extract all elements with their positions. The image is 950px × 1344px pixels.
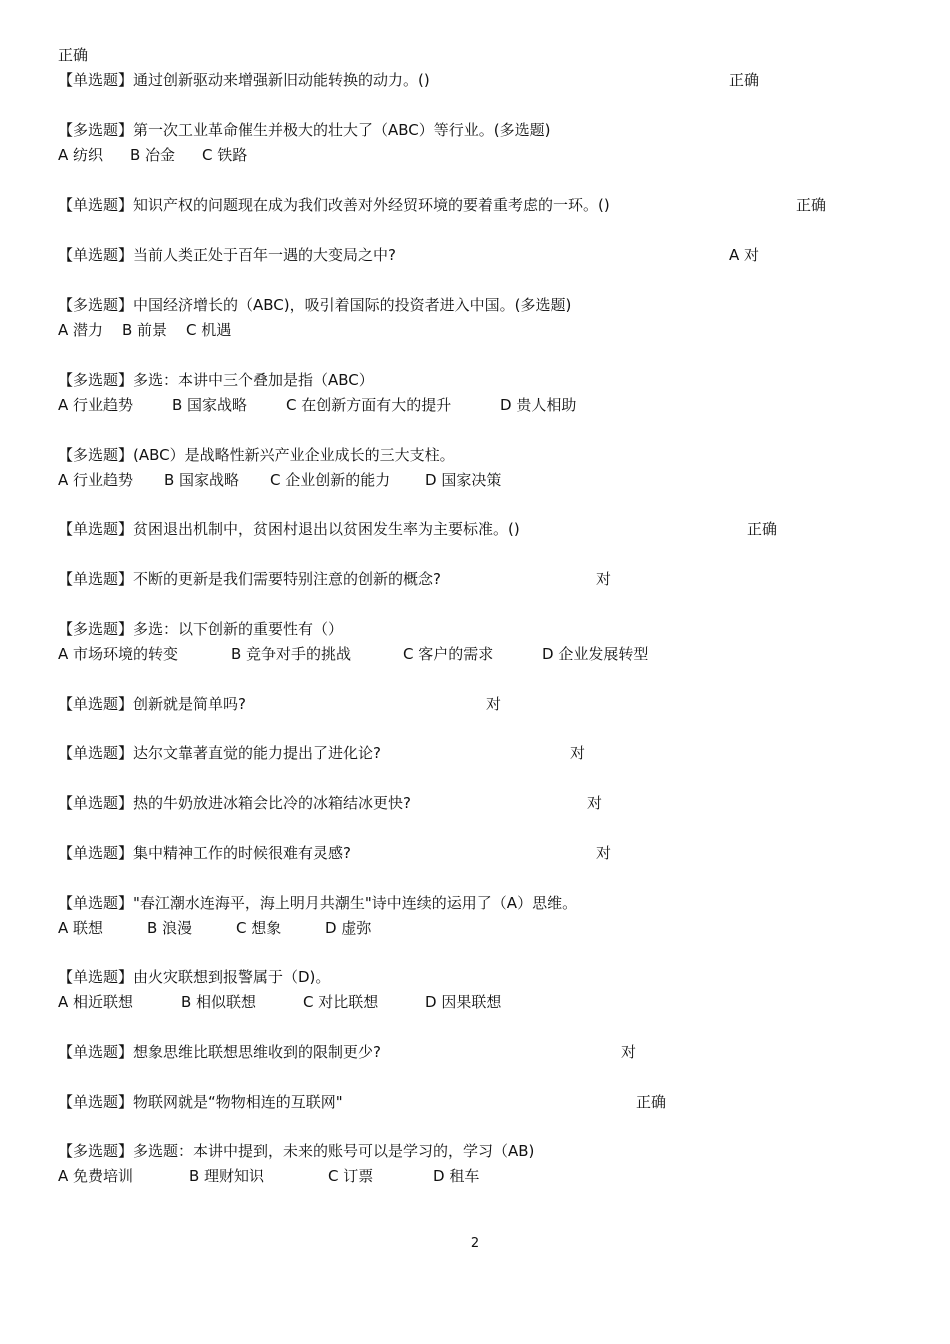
question-text: 【单选题】贫困退出机制中，贫困村退出以贫困发生率为主要标准。(): [58, 520, 520, 538]
top-answer: 正确: [58, 46, 89, 64]
question-answer: 对: [596, 844, 612, 862]
question-text: 【单选题】知识产权的问题现在成为我们改善对外经贸环境的要着重考虑的一环。(): [58, 196, 610, 214]
option: A 潜力: [58, 321, 104, 339]
option: C 对比联想: [303, 993, 379, 1011]
question-answer: 正确: [636, 1093, 667, 1111]
option: D 虚弥: [325, 919, 372, 937]
page-number: 2: [470, 1236, 480, 1251]
option: A 行业趋势: [58, 396, 134, 414]
question-text: 【单选题】达尔文靠著直觉的能力提出了进化论?: [58, 744, 381, 762]
question-text: 【单选题】想象思维比联想思维收到的限制更少?: [58, 1043, 381, 1061]
option: C 企业创新的能力: [270, 471, 391, 489]
question-answer: 对: [587, 794, 603, 812]
option: B 国家战略: [164, 471, 240, 489]
option: C 客户的需求: [403, 645, 494, 663]
option: B 国家战略: [172, 396, 248, 414]
option: B 理财知识: [189, 1167, 265, 1185]
option: B 浪漫: [147, 919, 193, 937]
question-text: 【单选题】通过创新驱动来增强新旧动能转换的动力。(): [58, 71, 430, 89]
question-text: 【单选题】当前人类正处于百年一遇的大变局之中?: [58, 246, 396, 264]
question-text: 【单选题】集中精神工作的时候很难有灵感?: [58, 844, 351, 862]
question-answer: 对: [570, 744, 586, 762]
option: C 铁路: [202, 146, 248, 164]
option: D 企业发展转型: [542, 645, 649, 663]
option: A 行业趋势: [58, 471, 134, 489]
question-text: 【多选题】多选：以下创新的重要性有（）: [58, 620, 344, 638]
question-text: 【单选题】创新就是简单吗?: [58, 695, 246, 713]
option: D 因果联想: [425, 993, 502, 1011]
option: C 在创新方面有大的提升: [286, 396, 452, 414]
option: B 相似联想: [181, 993, 257, 1011]
option: D 国家决策: [425, 471, 502, 489]
question-text: 【单选题】由火灾联想到报警属于（D)。: [58, 968, 331, 986]
option: A 免费培训: [58, 1167, 134, 1185]
option: C 想象: [236, 919, 282, 937]
question-text: 【单选题】"春江潮水连海平，海上明月共潮生"诗中连续的运用了（A）思维。: [58, 894, 578, 912]
question-answer: 正确: [729, 71, 760, 89]
option: B 竞争对手的挑战: [231, 645, 352, 663]
option: B 冶金: [130, 146, 176, 164]
question-answer: 正确: [796, 196, 827, 214]
option: C 机遇: [186, 321, 232, 339]
option: A 市场环境的转变: [58, 645, 179, 663]
question-text: 【多选题】多选：本讲中三个叠加是指（ABC）: [58, 371, 374, 389]
question-text: 【多选题】第一次工业革命催生并极大的壮大了（ABC）等行业。(多选题): [58, 121, 551, 139]
question-text: 【单选题】物联网就是“物物相连的互联网": [58, 1093, 343, 1111]
option: A 相近联想: [58, 993, 134, 1011]
question-answer: A 对: [729, 246, 760, 264]
question-text: 【多选题】(ABC）是战略性新兴产业企业成长的三大支柱。: [58, 446, 455, 464]
option: D 贵人相助: [500, 396, 577, 414]
option: D 租车: [433, 1167, 480, 1185]
option: C 订票: [328, 1167, 374, 1185]
question-text: 【单选题】热的牛奶放进冰箱会比冷的冰箱结冰更快?: [58, 794, 411, 812]
option: A 纺织: [58, 146, 104, 164]
option: B 前景: [122, 321, 168, 339]
question-text: 【单选题】不断的更新是我们需要特别注意的创新的概念?: [58, 570, 441, 588]
question-text: 【多选题】中国经济增长的（ABC)，吸引着国际的投资者进入中国。(多选题): [58, 296, 572, 314]
question-answer: 对: [486, 695, 502, 713]
question-answer: 正确: [747, 520, 778, 538]
question-answer: 对: [596, 570, 612, 588]
option: A 联想: [58, 919, 104, 937]
question-text: 【多选题】多选题：本讲中提到，未来的账号可以是学习的，学习（AB): [58, 1142, 535, 1160]
question-answer: 对: [621, 1043, 637, 1061]
